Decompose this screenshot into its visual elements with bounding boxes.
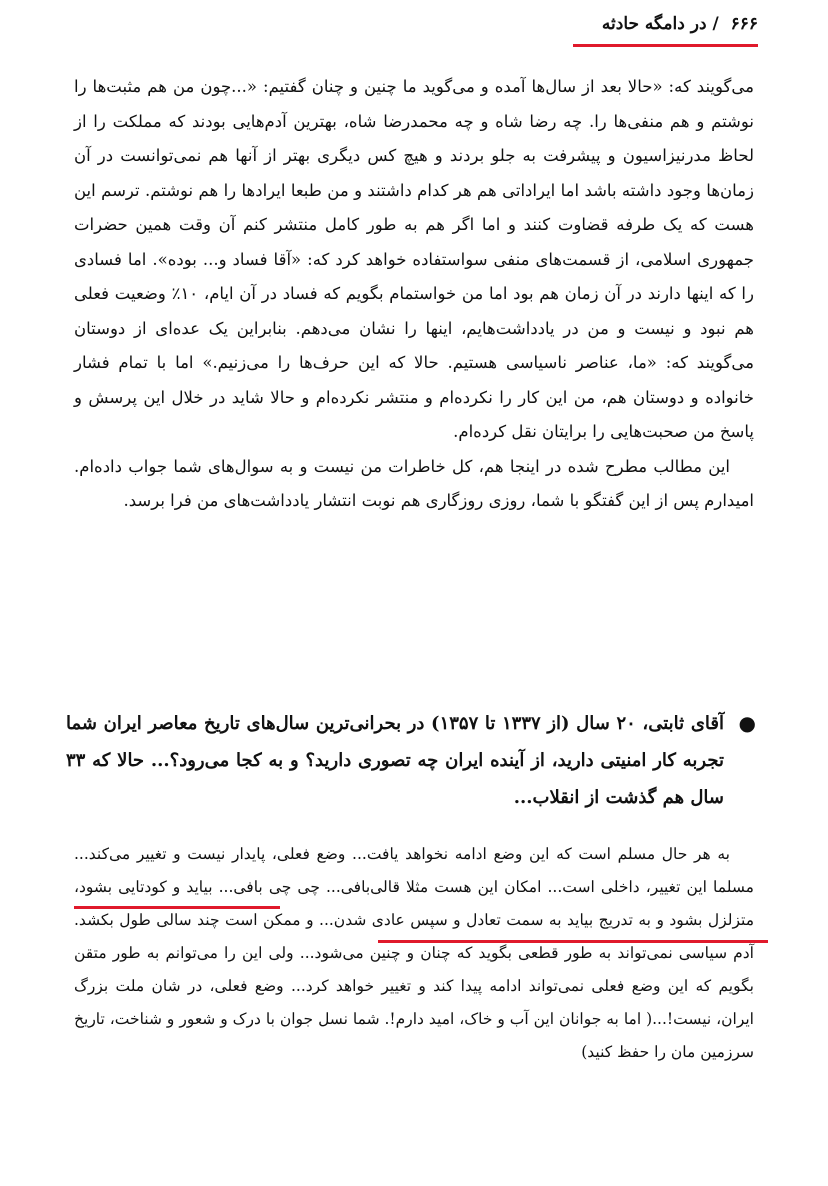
book-title: در دامگه حادثه — [601, 14, 707, 34]
running-header — [602, 14, 758, 34]
highlight-underline-1 — [74, 906, 280, 909]
page-number: ۶۶۶ — [730, 14, 758, 34]
bullet-icon: ● — [738, 711, 756, 735]
header-separator: / — [712, 14, 719, 34]
body-paragraph-1: می‌گویند که: «حالا بعد از سال‌ها آمده و می‌گوید ما چنین و چنان گفتیم: «...چون من هم مثبت‌ها را نوشتم و هم منفی‌ها را. چه رضا شاه و چه محمدرضا شاه، بهترین آدم‌هایی بودند که مملکت را از لحاظ مدرنیزاسیون و پیشرفت به جلو بردند و هیچ کس دیگری بهتر از آنها هم نمی‌توانست در آن زمان‌ها وجود داشته باشد اما ایراداتی هم هر کدام داشتند و من طبعا ایرادها را هم نوشتم. ترسم این هست که یک طرفه قضاوت کنند و اما اگر هم به طور کامل منتشر کنم آن وقت همین حضرات جمهوری اسلامی، از قسمت‌های منفی سواستفاده خواهد کرد که: «آقا فساد و... بوده». اما فسادی را که اینها دارند در آن زمان هم بود اما من خواستمام بگویم که فساد در آن ایام، ۱۰٪ وضعیت فعلی هم نبود و نیست و من در یادداشت‌هایم، اینها را نشان می‌دهم. بنابراین یک عده‌ای از دوستان می‌گویند که: «ما، عناصر ناسیاسی هستیم. حالا که این حرف‌ها را می‌زنیم.» اما با تمام فشار خانواده و دوستان هم، من این کار را نکرده‌ام و منتشر نکرده‌ام و حالا شاید در خلال این پرسش و پاسخ من صحبت‌هایی را برایتان نقل کرده‌ام. — [74, 77, 754, 441]
question-text: آقای ثابتی، ۲۰ سال (از ۱۳۳۷ تا ۱۳۵۷) در بحرانی‌ترین سال‌های تاریخ معاصر ایران شما تجربه کار امنیتی دارید، از آینده ایران چه تصوری دارید؟ و به کجا می‌رود؟... حالا که ۳۳ سال هم گذشت از انقلاب... — [66, 713, 724, 808]
highlight-underline-2 — [378, 940, 768, 943]
interview-answer — [74, 838, 754, 1069]
answer-paragraph: به هر حال مسلم است که این وضع ادامه نخواهد یافت... وضع فعلی، پایدار نیست و تغییر می‌کند... مسلما این تغییر، داخلی است... امکان این هست مثلا قالی‌بافی... چی چی بافی... بیاید و کودتایی بشود، متزلزل بشود و به تدریج بیاید به سمت تعادل و سپس عادی شدن... و ممکن است چند سالی طول بکشد. آدم سیاسی نمی‌تواند به طور قطعی بگوید که چنان و چنین می‌شود... ولی این را می‌توانم به طور متقن بگویم که این وضع فعلی نمی‌تواند ادامه پیدا کند و تغییر خواهد کرد... وضع فعلی، در شان ملت بزرگ ایران، نیست!...( اما به جوانان این آب و خاک، امید دارم!. شما نسل جوان با درک و شعور و شناخت، تاریخ سرزمین مان را حفظ کنید) — [74, 845, 754, 1061]
header-red-underline — [573, 44, 758, 47]
interview-question — [66, 705, 756, 816]
body-paragraph-2: این مطالب مطرح شده در اینجا هم، کل خاطرات من نیست و به سوال‌های شما جواب داده‌ام. امیدارم پس از این گفتگو با شما، روزی روزگاری هم نوبت انتشار یادداشت‌های من فرا برسد. — [74, 456, 754, 510]
body-text — [74, 70, 754, 519]
